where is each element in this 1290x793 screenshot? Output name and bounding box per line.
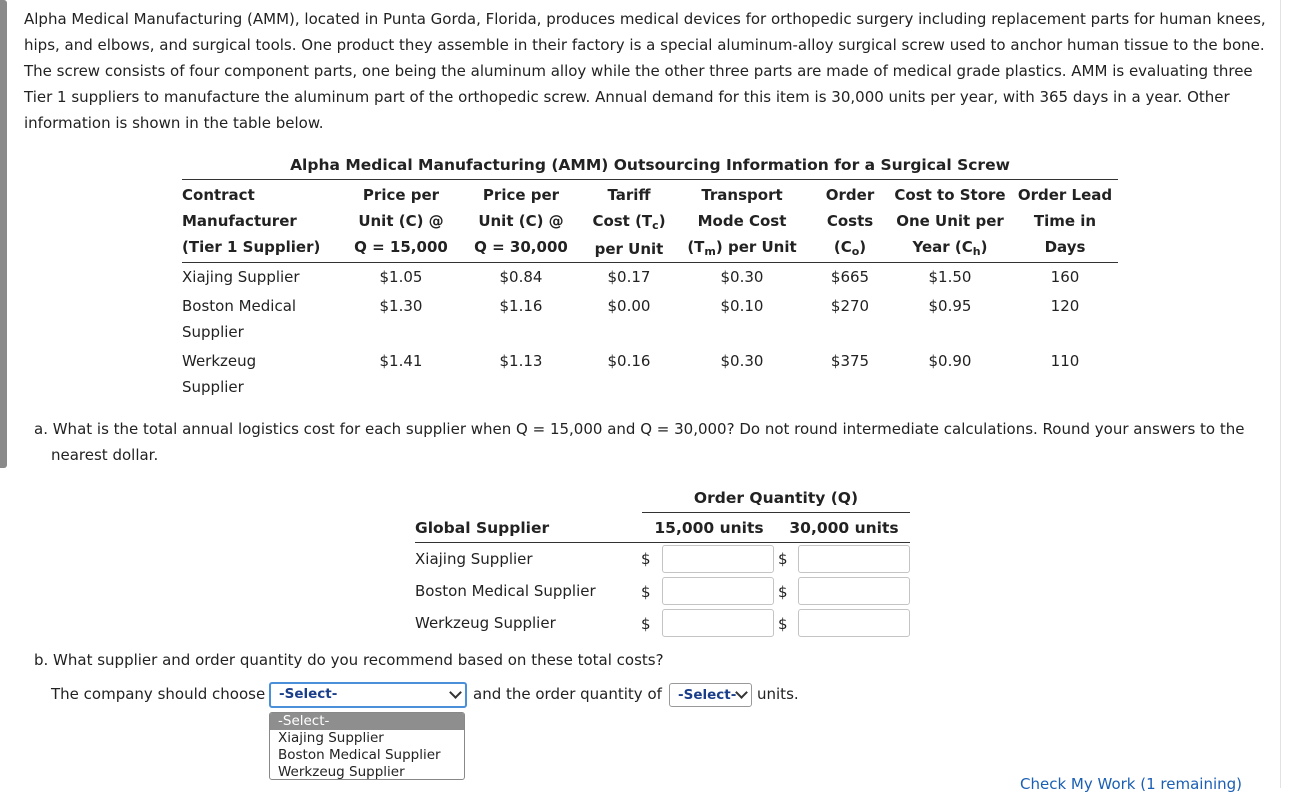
header-subscript: c <box>652 219 659 232</box>
supplier-name-line: Supplier <box>182 378 244 396</box>
answer-row-label: Boston Medical Supplier <box>415 582 596 600</box>
store-cost: $1.50 <box>928 268 972 286</box>
dollar-sign: $ <box>778 550 788 568</box>
header-part: ) <box>658 212 666 230</box>
header-lead-time <box>1014 182 1116 260</box>
tariff-cost: $0.16 <box>607 352 651 370</box>
werkzeug-15000-input[interactable] <box>662 609 774 637</box>
xiajing-30000-input[interactable] <box>798 545 910 573</box>
header-line: Transport <box>701 186 783 204</box>
question-b: b. What supplier and order quantity do you recommend based on these total costs? <box>34 651 664 669</box>
answer-row-label: Werkzeug Supplier <box>415 614 556 632</box>
lead-time: 110 <box>1050 352 1080 370</box>
header-line: Days <box>1044 238 1086 256</box>
price-30000: $1.13 <box>499 352 543 370</box>
header-part: ) <box>859 238 867 256</box>
header-line: Mode Cost <box>697 212 787 230</box>
order-cost: $665 <box>830 268 870 286</box>
content-border <box>1280 0 1281 788</box>
info-table-title: Alpha Medical Manufacturing (AMM) Outsourcing Information for a Surgical Screw <box>290 156 1010 174</box>
transport-cost: $0.30 <box>720 268 764 286</box>
header-part: (C <box>833 238 852 256</box>
header-line: Price per <box>362 186 440 204</box>
supplier-name <box>182 264 342 290</box>
header-line: Unit (C) @ <box>478 212 564 230</box>
price-15000: $1.41 <box>379 352 423 370</box>
global-supplier-header: Global Supplier <box>415 519 550 537</box>
header-line: Tariff <box>607 186 651 204</box>
header-bottom-rule <box>182 262 1118 263</box>
supplier-name-line: Xiajing Supplier <box>182 268 300 286</box>
header-subscript: h <box>972 245 981 258</box>
header-transport <box>680 182 804 262</box>
scrollbar-thumb[interactable] <box>0 0 7 468</box>
dollar-sign: $ <box>778 583 788 601</box>
answer-row-label: Xiajing Supplier <box>415 550 533 568</box>
dollar-sign: $ <box>641 615 651 633</box>
supplier-dropdown-list <box>269 712 465 780</box>
group-header-rule <box>642 512 910 513</box>
store-cost: $0.95 <box>928 297 972 315</box>
header-contract <box>182 182 342 260</box>
question-a-line: nearest dollar. <box>51 446 159 464</box>
check-my-work-link[interactable]: Check My Work (1 remaining) <box>1020 775 1243 793</box>
header-line <box>580 208 678 236</box>
boston-30000-input[interactable] <box>798 577 910 605</box>
quantity-select-value: -Select- <box>678 687 737 703</box>
question-a-line: a. What is the total annual logistics cost for each supplier when Q = 15,000 and Q = 30,000? Do not round intermediate calculations. Round your answers to the <box>34 420 1245 438</box>
dropdown-option[interactable]: -Select- <box>270 713 464 730</box>
header-tariff <box>580 182 678 262</box>
col-30000-header: 30,000 units <box>789 519 899 537</box>
store-cost: $0.90 <box>928 352 972 370</box>
header-cost-to-store <box>890 182 1010 262</box>
price-15000: $1.05 <box>379 268 423 286</box>
choose-prefix: The company should choose <box>51 685 266 703</box>
header-line <box>818 234 882 262</box>
transport-cost: $0.10 <box>720 297 764 315</box>
lead-time: 120 <box>1050 297 1080 315</box>
order-cost: $270 <box>830 297 870 315</box>
table-top-rule <box>182 179 1118 180</box>
header-line: Price per <box>482 186 560 204</box>
header-line: Cost to Store <box>894 186 1006 204</box>
header-part: Cost (T <box>592 212 653 230</box>
supplier-select[interactable] <box>269 682 467 708</box>
dollar-sign: $ <box>778 615 788 633</box>
transport-cost: $0.30 <box>720 352 764 370</box>
price-30000: $1.16 <box>499 297 543 315</box>
col-15000-header: 15,000 units <box>654 519 764 537</box>
header-line: Time in <box>1033 212 1097 230</box>
supplier-select-value: -Select- <box>279 686 338 702</box>
header-line: One Unit per <box>896 212 1004 230</box>
header-line: Contract <box>182 186 255 204</box>
header-subscript: m <box>704 245 716 258</box>
header-line <box>890 234 1010 262</box>
supplier-name-line: Supplier <box>182 323 244 341</box>
header-line <box>680 234 804 262</box>
header-line: Order <box>825 186 875 204</box>
header-part: Year (C <box>912 238 973 256</box>
header-line: Order Lead <box>1017 186 1113 204</box>
header-line: Manufacturer <box>182 212 297 230</box>
header-price-15000 <box>342 182 460 260</box>
answer-header-rule <box>415 542 910 543</box>
dollar-sign: $ <box>641 583 651 601</box>
chevron-down-icon <box>735 686 748 699</box>
header-part: ) per Unit <box>715 238 797 256</box>
header-subscript: o <box>851 245 860 258</box>
supplier-name <box>182 348 342 400</box>
header-line: Q = 15,000 <box>354 238 448 256</box>
header-line: Unit (C) @ <box>358 212 444 230</box>
order-quantity-header: Order Quantity (Q) <box>693 489 859 507</box>
header-part: (T <box>687 238 705 256</box>
chevron-down-icon <box>449 686 462 699</box>
header-line: per Unit <box>594 240 664 258</box>
dropdown-option[interactable]: Boston Medical Supplier <box>278 747 441 763</box>
header-part: ) <box>980 238 988 256</box>
header-line: (Tier 1 Supplier) <box>182 238 321 256</box>
quantity-prefix: and the order quantity of <box>473 685 662 703</box>
lead-time: 160 <box>1050 268 1080 286</box>
header-line: Costs <box>826 212 874 230</box>
tariff-cost: $0.00 <box>607 297 651 315</box>
header-line: Q = 30,000 <box>474 238 568 256</box>
supplier-name-line: Werkzeug <box>182 352 257 370</box>
intro-text: Alpha Medical Manufacturing (AMM), located in Punta Gorda, Florida, produces medical devices for orthopedic surgery including replacement parts for human knees, hips, and elbows, and surgical tools. One product they assemble in their factory is a special aluminum-alloy surgical screw used to anchor human tissue to the bone. The screw consists of four component parts, one being the aluminum alloy while the other three parts are made of medical grade plastics. AMM is evaluating three Tier 1 suppliers to manufacture the aluminum part of the orthopedic screw. Annual demand for this item is 30,000 units per year, with 365 days in a year. Other information is shown in the table below. <box>24 10 1266 132</box>
header-order-costs <box>818 182 882 262</box>
dropdown-option[interactable]: Werkzeug Supplier <box>278 764 405 780</box>
question-a <box>34 416 1274 468</box>
quantity-select[interactable] <box>669 683 752 707</box>
werkzeug-30000-input[interactable] <box>798 609 910 637</box>
order-cost: $375 <box>830 352 870 370</box>
tariff-cost: $0.17 <box>607 268 651 286</box>
supplier-name <box>182 293 342 345</box>
price-15000: $1.30 <box>379 297 423 315</box>
supplier-name-line: Boston Medical <box>182 297 297 315</box>
boston-15000-input[interactable] <box>662 577 774 605</box>
xiajing-15000-input[interactable] <box>662 545 774 573</box>
problem-intro <box>24 6 1274 136</box>
header-price-30000 <box>462 182 580 260</box>
dollar-sign: $ <box>641 550 651 568</box>
price-30000: $0.84 <box>499 268 543 286</box>
units-suffix: units. <box>757 685 799 703</box>
dropdown-option[interactable]: Xiajing Supplier <box>278 730 384 746</box>
